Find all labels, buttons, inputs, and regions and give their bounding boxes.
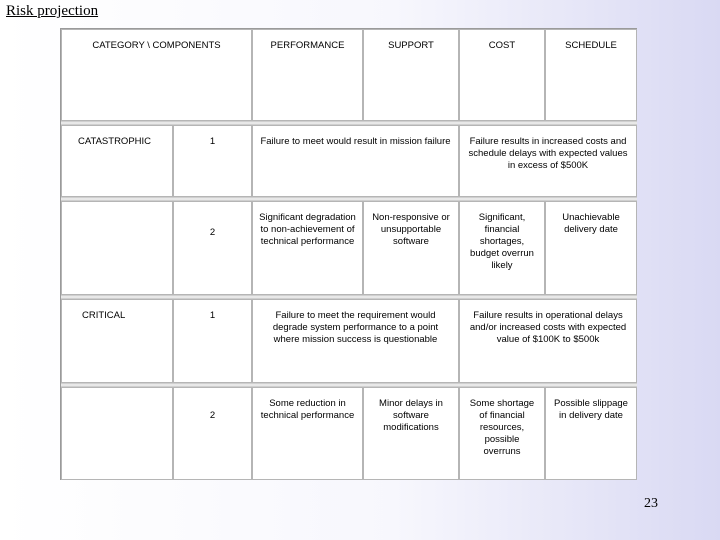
- header-cost: COST: [459, 29, 545, 121]
- header-category: CATEGORY \ COMPONENTS: [61, 29, 252, 121]
- performance-cell: Significant degradation to non-achievement of technical performance: [252, 201, 363, 295]
- schedule-cell: Possible slippage in delivery date: [545, 387, 637, 480]
- risk-level: 2: [173, 387, 252, 480]
- performance-cell: Some reduction in technical performance: [252, 387, 363, 480]
- schedule-cell: Unachievable delivery date: [545, 201, 637, 295]
- performance-support-cell: Failure to meet the requirement would degrade system performance to a point where mission success is questionable: [252, 299, 459, 383]
- category-critical: CRITICAL: [61, 299, 173, 383]
- risk-level: 1: [173, 125, 252, 197]
- page-number: 23: [644, 496, 658, 511]
- risk-projection-table: [60, 28, 637, 480]
- header-performance: PERFORMANCE: [252, 29, 363, 121]
- cost-cell: Significant, financial shortages, budget overrun likely: [459, 201, 545, 295]
- category-empty: [61, 387, 173, 480]
- header-schedule: SCHEDULE: [545, 29, 637, 121]
- performance-support-cell: Failure to meet would result in mission failure: [252, 125, 459, 197]
- support-cell: Minor delays in software modifications: [363, 387, 459, 480]
- support-cell: Non-responsive or unsupportable software: [363, 201, 459, 295]
- risk-level: 2: [173, 201, 252, 295]
- slide-title: Risk projection: [6, 3, 99, 19]
- header-support: SUPPORT: [363, 29, 459, 121]
- category-empty: [61, 201, 173, 295]
- cost-cell: Some shortage of financial resources, possible overruns: [459, 387, 545, 480]
- cost-schedule-cell: Failure results in operational delays and/or increased costs with expected value of $100K to $500k: [459, 299, 637, 383]
- cost-schedule-cell: Failure results in increased costs and schedule delays with expected values in excess of $500K: [459, 125, 637, 197]
- risk-level: 1: [173, 299, 252, 383]
- category-catastrophic: CATASTROPHIC: [61, 125, 173, 197]
